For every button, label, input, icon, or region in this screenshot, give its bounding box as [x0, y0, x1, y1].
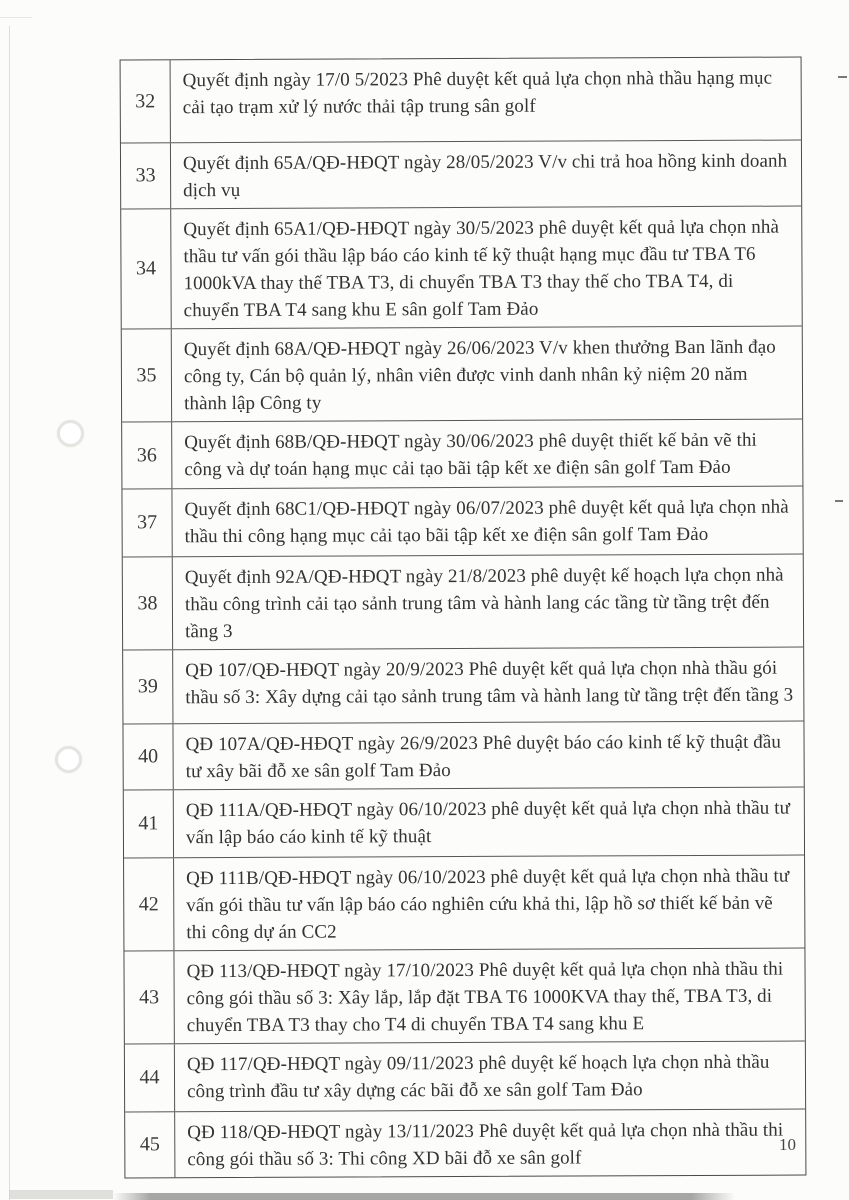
punch-hole-top — [57, 420, 84, 447]
row-number: 33 — [121, 143, 171, 208]
paper-edge-mark — [0, 17, 32, 18]
row-description: QĐ 117/QĐ-HĐQT ngày 09/11/2023 phê duyệt kế hoạch lựa chọn nhà thầu công trình đầu tư xây dựng các bãi đỗ xe sân golf Tam Đảo — [186, 1051, 770, 1103]
table-row — [124, 787, 804, 858]
row-description: Quyết định ngày 17/0 5/2023 Phê duyệt kết quả lựa chọn nhà thầu hạng mục cải tạo trạm xử lý nước thải tập trung sân golf — [182, 67, 773, 119]
row-number: 39 — [123, 650, 173, 723]
row-number: 43 — [124, 951, 174, 1043]
table-row — [125, 1041, 805, 1112]
row-number: 35 — [122, 329, 172, 421]
row-number: 36 — [122, 422, 172, 488]
table-row — [123, 647, 803, 724]
row-description: Quyết định 68B/QĐ-HĐQT ngày 30/06/2023 phê duyệt thiết kế bản vẽ thi công và dự toán hạng mục cải tạo bãi tập kết xe điện sân golf Tam Đảo — [184, 429, 757, 481]
row-number: 41 — [124, 790, 174, 857]
row-number: 44 — [125, 1044, 175, 1111]
row-description: QĐ 118/QĐ-HĐQT ngày 13/11/2023 Phê duyệt kết quả lựa chọn nhà thầu thi công gói thầu số 3: Thi công XD bãi đỗ xe sân golf — [187, 1119, 784, 1171]
row-number: 40 — [123, 724, 173, 789]
table-row — [121, 206, 802, 329]
table-row — [121, 58, 801, 143]
paper-edge-line — [9, 26, 10, 1200]
scan-bottom-bar — [113, 1193, 735, 1200]
row-number: 32 — [121, 60, 171, 142]
row-number: 37 — [122, 489, 172, 556]
scan-tick-mark — [835, 500, 843, 502]
page-number: 10 — [779, 1135, 796, 1154]
row-description: Quyết định 68C1/QĐ-HĐQT ngày 06/07/2023 phê duyệt kết quả lựa chọn nhà thầu thi công hạng mục cải tạo bãi tập kết xe điện sân golf Tam Đảo — [184, 496, 789, 548]
row-number: 45 — [125, 1112, 175, 1177]
table-row — [123, 554, 803, 650]
table-row — [124, 855, 804, 951]
punch-hole-bottom — [55, 746, 82, 773]
row-number: 42 — [124, 858, 174, 950]
decision-table — [120, 57, 807, 1179]
scan-tick-mark — [838, 76, 847, 78]
row-description: Quyết định 65A1/QĐ-HĐQT ngày 30/5/2023 phê duyệt kết quả lựa chọn nhà thầu tư vấn gói thầu lập báo cáo kinh tế kỹ thuật hạng mục đầu tư TBA T6 1000kVA thay thế TBA T3, di chuyển TBA T3 thay thế cho TBA T4, di chuyển TBA T4 sang khu E sân golf Tam Đảo — [183, 216, 780, 322]
scan-smudge — [9, 1190, 113, 1199]
table-row — [122, 486, 802, 557]
row-description: QĐ 107/QĐ-HĐQT ngày 20/9/2023 Phê duyệt kết quả lựa chọn nhà thầu gói thầu số 3: Xây dựng cải tạo sảnh trung tâm và hành lang từ tầng trệt đến tầng 3 — [185, 657, 794, 709]
row-number: 38 — [123, 557, 173, 649]
table-row — [124, 948, 804, 1044]
row-description: QĐ 107A/QĐ-HĐQT ngày 26/9/2023 Phê duyệt báo cáo kinh tế kỹ thuật đầu tư xây bãi đỗ xe sân golf Tam Đảo — [185, 731, 782, 783]
table-row — [121, 140, 801, 209]
row-description: QĐ 111B/QĐ-HĐQT ngày 06/10/2023 phê duyệt kết quả lựa chọn nhà thầu tư vấn gói thầu tư vấn lập báo cáo nghiên cứu khả thi, lập hồ sơ thiết kế bản vẽ thi công dự án CC2 — [186, 865, 790, 944]
row-description: QĐ 113/QĐ-HĐQT ngày 17/10/2023 Phê duyệt kết quả lựa chọn nhà thầu thi công gói thầu số 3: Xây lắp, lắp đặt TBA T6 1000KVA thay thế, TBA T3, di chuyển TBA T3 thay cho T4 di chuyển TBA T4 sang khu E — [186, 958, 784, 1037]
table-row — [123, 721, 803, 790]
row-description: QĐ 111A/QĐ-HĐQT ngày 06/10/2023 phê duyệt kết quả lựa chọn nhà thầu tư vấn lập báo cáo kinh tế kỹ thuật — [185, 797, 791, 849]
table-row — [122, 419, 802, 489]
table-row — [125, 1109, 805, 1178]
row-number: 34 — [121, 209, 172, 328]
table-row — [122, 326, 802, 422]
row-description: Quyết định 92A/QĐ-HĐQT ngày 21/8/2023 phê duyệt kế hoạch lựa chọn nhà thầu công trình cải tạo sảnh trung tâm và hành lang các tầng từ tầng trệt đến tầng 3 — [184, 564, 784, 643]
row-description: Quyết định 65A/QĐ-HĐQT ngày 28/05/2023 V/v chi trả hoa hồng kinh doanh dịch vụ — [182, 150, 788, 202]
row-description: Quyết định 68A/QĐ-HĐQT ngày 26/06/2023 V/v khen thưởng Ban lãnh đạo công ty, Cán bộ quản lý, nhân viên được vinh danh nhân kỷ niệm 20 năm thành lập Công ty — [183, 336, 776, 415]
